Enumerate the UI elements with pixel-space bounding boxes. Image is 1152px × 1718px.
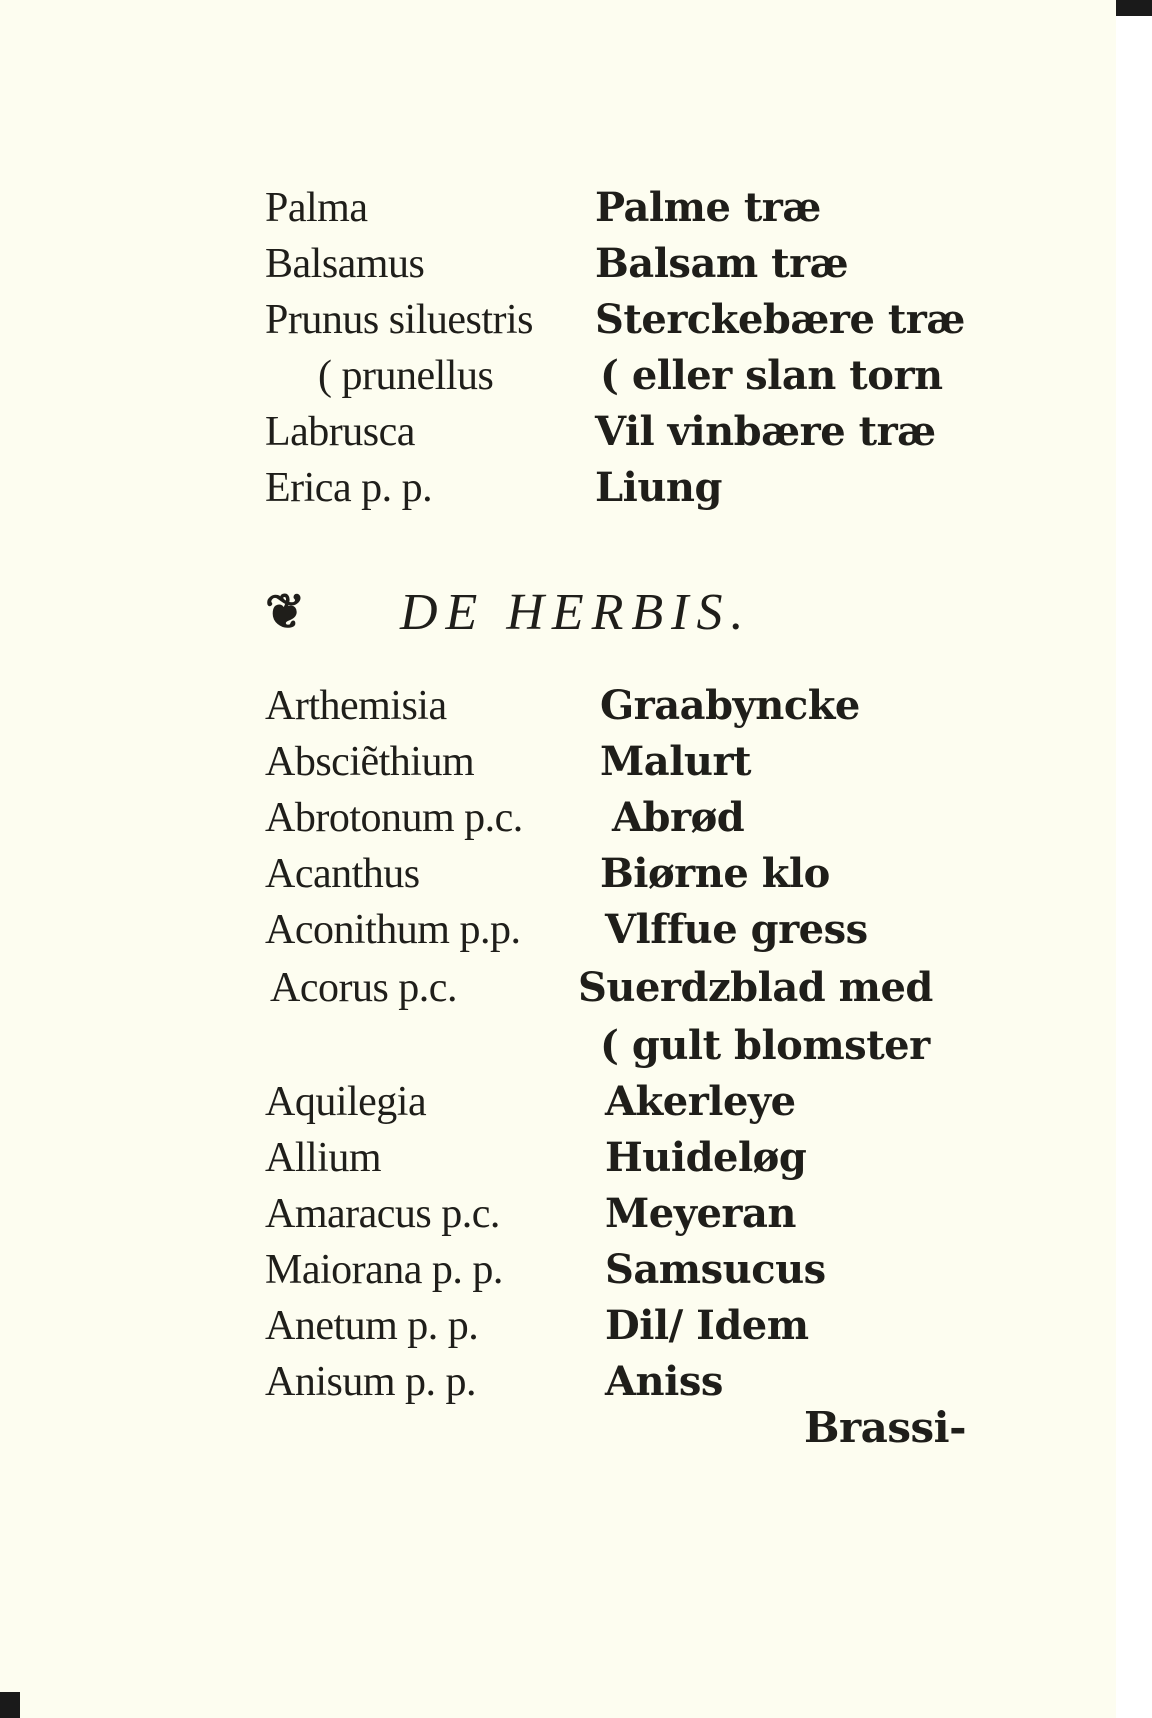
scan-corner-mark-top bbox=[1116, 0, 1152, 16]
section-title: DE HERBIS. bbox=[400, 584, 752, 641]
danish-term: Palme træ bbox=[595, 184, 821, 231]
entry-row bbox=[0, 348, 1100, 404]
latin-term: Anetum p. p. bbox=[265, 1303, 479, 1349]
latin-term: Aquilegia bbox=[265, 1079, 427, 1125]
danish-term: Vil vinbære træ bbox=[595, 408, 936, 455]
catchword: Brassi- bbox=[804, 1403, 967, 1452]
latin-term: Balsamus bbox=[265, 241, 425, 287]
entry-row bbox=[0, 1242, 1100, 1298]
latin-term: Arthemisia bbox=[265, 683, 447, 729]
fleuron-ornament-icon: ❦ bbox=[265, 586, 306, 639]
entry-row bbox=[0, 1074, 1100, 1130]
danish-term: Samsucus bbox=[605, 1246, 826, 1293]
danish-term: Abrød bbox=[612, 794, 745, 841]
danish-term: Huideløg bbox=[605, 1134, 807, 1181]
latin-term: ( prunellus bbox=[318, 353, 494, 399]
danish-term: Dil/ Idem bbox=[605, 1302, 809, 1349]
entry-row bbox=[0, 790, 1100, 846]
scan-corner-mark-bottom bbox=[0, 1692, 20, 1718]
entry-row bbox=[0, 846, 1100, 902]
entry-row bbox=[0, 180, 1100, 236]
latin-term: Anisum p. p. bbox=[265, 1359, 477, 1405]
latin-term: Aconithum p.p. bbox=[265, 907, 521, 953]
entry-row bbox=[0, 902, 1100, 958]
danish-term: Malurt bbox=[600, 738, 752, 785]
entry-row bbox=[0, 678, 1100, 734]
section-heading bbox=[0, 578, 1100, 648]
danish-term: ( gult blomster bbox=[600, 1022, 930, 1069]
latin-term: Palma bbox=[265, 185, 368, 231]
latin-term: Abrotonum p.c. bbox=[265, 795, 523, 841]
danish-term: ( eller slan torn bbox=[600, 352, 943, 399]
latin-term: Erica p. p. bbox=[265, 465, 433, 511]
latin-term: Maiorana p. p. bbox=[265, 1247, 503, 1293]
danish-term: Aniss bbox=[605, 1358, 723, 1405]
entry-row bbox=[0, 734, 1100, 790]
danish-term: Suerdzblad med bbox=[578, 964, 933, 1011]
danish-term: Balsam træ bbox=[595, 240, 849, 287]
latin-term: Amaracus p.c. bbox=[265, 1191, 500, 1237]
latin-term: Acorus p.c. bbox=[270, 965, 457, 1011]
entry-row bbox=[0, 1186, 1100, 1242]
entry-row bbox=[0, 1018, 1100, 1074]
entry-row bbox=[0, 1298, 1100, 1354]
entry-row bbox=[0, 1130, 1100, 1186]
latin-term: Allium bbox=[265, 1135, 382, 1181]
danish-term: Akerleye bbox=[605, 1078, 796, 1125]
danish-term: Liung bbox=[595, 464, 722, 511]
entry-row bbox=[0, 404, 1100, 460]
danish-term: Biørne klo bbox=[600, 850, 830, 897]
entry-row bbox=[0, 960, 1100, 1016]
entry-row bbox=[0, 460, 1100, 516]
entry-row bbox=[0, 236, 1100, 292]
scan-margin-right bbox=[1116, 0, 1152, 1718]
latin-term: Prunus siluestris bbox=[265, 297, 534, 343]
latin-term: Acanthus bbox=[265, 851, 420, 897]
danish-term: Graabyncke bbox=[600, 682, 860, 729]
danish-term: Vlffue gress bbox=[605, 906, 868, 953]
latin-term: Absciẽthium bbox=[265, 739, 475, 785]
latin-term: Labrusca bbox=[265, 409, 415, 455]
danish-term: Meyeran bbox=[605, 1190, 796, 1237]
entry-row bbox=[0, 292, 1100, 348]
danish-term: Sterckebære træ bbox=[595, 296, 965, 343]
